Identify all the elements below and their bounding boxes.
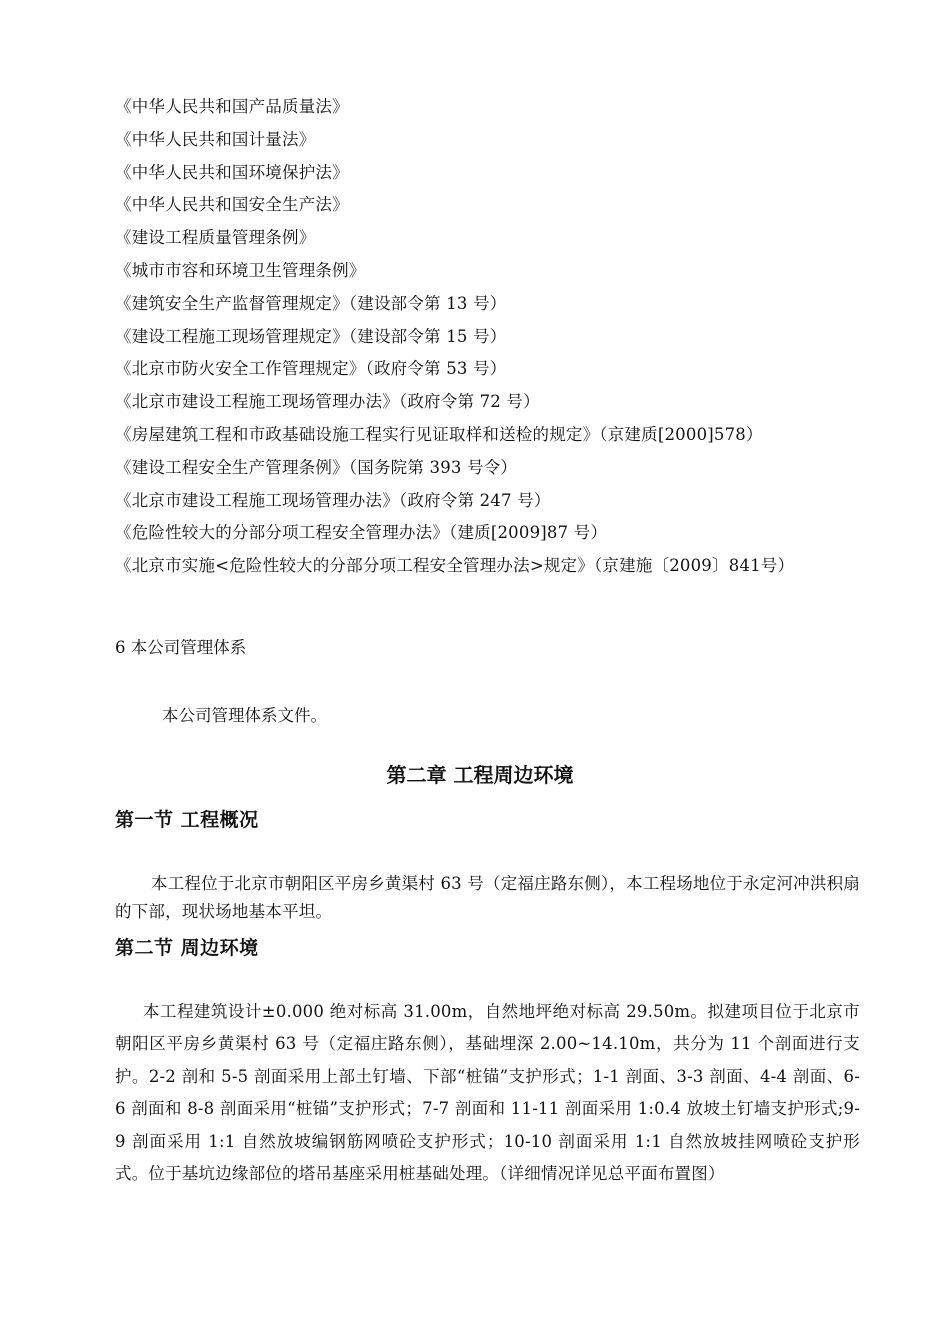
regulation-item: 《城市市容和环境卫生管理条例》 [115,260,366,280]
regulation-item: 《北京市防火安全工作管理规定》（政府令第 53 号） [115,359,507,379]
regulation-item: 《建筑安全生产监督管理规定》（建设部令第 13 号） [115,293,507,313]
section-1-title: 第一节 工程概况 [115,809,259,831]
regulation-item: 《中华人民共和国产品质量法》 [115,97,349,116]
regulation-item: 《建设工程施工现场管理规定》（建设部令第 15 号） [115,326,507,346]
regulation-list [115,91,875,583]
regulation-item: 《建设工程安全生产管理条例》（国务院第 393 号令） [115,457,518,477]
section-2-title: 第二节 周边环境 [115,937,259,959]
section-6-body: 本公司管理体系文件。 [162,706,327,725]
regulation-item: 《房屋建筑工程和市政基础设施工程实行见证取样和送检的规定》（京建质[2000]578） [115,424,763,444]
regulation-item: 《危险性较大的分部分项工程安全管理办法》（建质[2009]87 号） [115,523,608,543]
regulation-item: 《北京市实施<危险性较大的分部分项工程安全管理办法>规定》（京建施〔2009〕841号） [115,556,795,576]
section-1-body: 本工程位于北京市朝阳区平房乡黄渠村 63 号（定福庄路东侧），本工程场地位于永定河冲洪积扇的下部，现状场地基本平坦。 [115,874,860,921]
regulation-item: 《北京市建设工程施工现场管理办法》（政府令第 72 号） [115,392,540,412]
regulation-item: 《中华人民共和国环境保护法》 [115,162,349,182]
chapter-title: 第二章 工程周边环境 [386,763,574,787]
regulation-item: 《建设工程质量管理条例》 [115,228,316,248]
regulation-item: 《中华人民共和国计量法》 [115,129,316,149]
regulation-item: 《中华人民共和国安全生产法》 [115,195,349,215]
section-2-body: 本工程建筑设计±0.000 绝对标高 31.00m，自然地坪绝对标高 29.50m。拟建项目位于北京市朝阳区平房乡黄渠村 63 号（定福庄路东侧），基础埋深 2.00~14.10m，共分为 11 个剖面进行支护。2-2 剖和 5-5 剖面采用上部土钉墙、下部“桩锚”支护形式；1-1 剖面、3-3 剖面、4-4 剖面、6-6 剖面和 8-8 剖面采用“桩锚”支护形式；7-7 剖面和 11-11 剖面采用 1:0.4 放坡土钉墙支护形式;9-9 剖面采用 1:1 自然放坡编钢筋网喷砼支护形式；10-10 剖面采用 1:1 自然放坡挂网喷砼支护形式。位于基坑边缘部位的塔吊基座采用桩基础处理。（详细情况详见总平面布置图） [115,1002,860,1184]
regulation-item: 《北京市建设工程施工现场管理办法》（政府令第 247 号） [115,490,551,510]
section-6-heading: 6 本公司管理体系 [115,638,247,657]
